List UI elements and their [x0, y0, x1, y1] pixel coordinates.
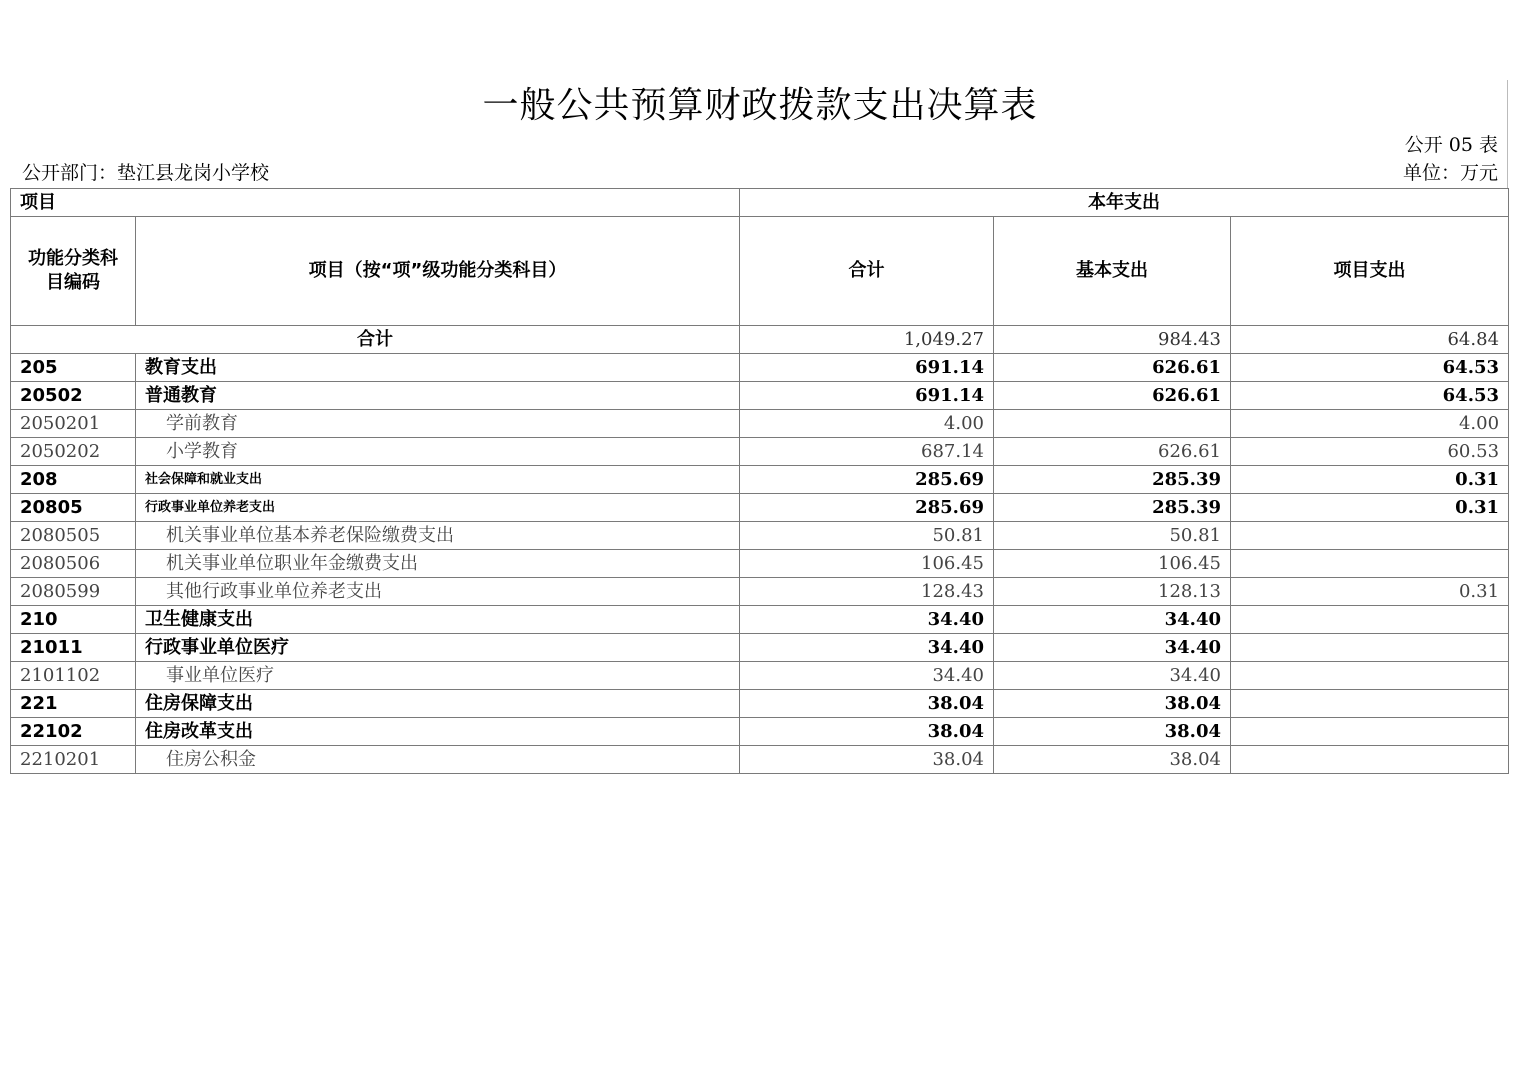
row-project: 64.53: [1231, 354, 1509, 382]
row-basic: [994, 410, 1231, 438]
row-basic: 285.39: [994, 494, 1231, 522]
row-name: 教育支出: [136, 354, 740, 382]
row-project: 64.53: [1231, 382, 1509, 410]
table-row: [11, 550, 1509, 578]
row-code: 20805: [11, 494, 136, 522]
unit-label: 单位：万元: [1402, 162, 1498, 184]
row-basic: 128.13: [994, 578, 1231, 606]
table-row: [11, 438, 1509, 466]
row-name: 卫生健康支出: [136, 606, 740, 634]
row-name: 其他行政事业单位养老支出: [136, 578, 740, 606]
row-total: 38.04: [740, 690, 994, 718]
header-code: 功能分类科目编码: [11, 217, 136, 326]
row-basic: 626.61: [994, 438, 1231, 466]
row-basic: 34.40: [994, 606, 1231, 634]
row-total: 38.04: [740, 718, 994, 746]
table-row: [11, 606, 1509, 634]
header-basic: 基本支出: [994, 217, 1231, 326]
row-code: 2080505: [11, 522, 136, 550]
table-row: [11, 522, 1509, 550]
row-project: [1231, 606, 1509, 634]
row-project: 0.31: [1231, 494, 1509, 522]
row-name: 学前教育: [136, 410, 740, 438]
department-label: 公开部门：垫江县龙岗小学校: [22, 162, 270, 184]
row-code: 21011: [11, 634, 136, 662]
header-row-1: [11, 189, 1509, 217]
row-code: 2050201: [11, 410, 136, 438]
row-name: 住房公积金: [136, 746, 740, 774]
total-project: 64.84: [1231, 326, 1509, 354]
row-code: 205: [11, 354, 136, 382]
row-total: 4.00: [740, 410, 994, 438]
table-row: [11, 634, 1509, 662]
row-total: 38.04: [740, 746, 994, 774]
row-name: 普通教育: [136, 382, 740, 410]
row-total: 285.69: [740, 466, 994, 494]
row-code: 208: [11, 466, 136, 494]
row-name: 住房改革支出: [136, 718, 740, 746]
row-code: 2050202: [11, 438, 136, 466]
table-row: [11, 410, 1509, 438]
row-project: [1231, 746, 1509, 774]
row-code: 20502: [11, 382, 136, 410]
row-code: 221: [11, 690, 136, 718]
header-current-year: 本年支出: [740, 189, 1509, 217]
table-row: [11, 466, 1509, 494]
row-name: 机关事业单位基本养老保险缴费支出: [136, 522, 740, 550]
row-total: 285.69: [740, 494, 994, 522]
table-row: [11, 382, 1509, 410]
row-name: 住房保障支出: [136, 690, 740, 718]
header-name: 项目（按“项”级功能分类科目）: [136, 217, 740, 326]
row-project: [1231, 718, 1509, 746]
header-row-2: [11, 217, 1509, 326]
row-basic: 626.61: [994, 382, 1231, 410]
table-row: [11, 494, 1509, 522]
row-total: 106.45: [740, 550, 994, 578]
table-row: [11, 578, 1509, 606]
row-code: 2101102: [11, 662, 136, 690]
row-basic: 38.04: [994, 746, 1231, 774]
row-total: 128.43: [740, 578, 994, 606]
row-basic: 106.45: [994, 550, 1231, 578]
row-project: 0.31: [1231, 466, 1509, 494]
row-total: 691.14: [740, 354, 994, 382]
page-title: 一般公共预算财政拨款支出决算表: [482, 85, 1038, 126]
row-project: [1231, 522, 1509, 550]
row-basic: 626.61: [994, 354, 1231, 382]
total-basic: 984.43: [994, 326, 1231, 354]
row-code: 22102: [11, 718, 136, 746]
row-total: 34.40: [740, 606, 994, 634]
table-row: [11, 354, 1509, 382]
row-code: 210: [11, 606, 136, 634]
row-name: 行政事业单位养老支出: [136, 494, 740, 522]
row-code: 2080599: [11, 578, 136, 606]
row-basic: 285.39: [994, 466, 1231, 494]
row-project: 60.53: [1231, 438, 1509, 466]
total-row: [11, 326, 1509, 354]
row-basic: 34.40: [994, 662, 1231, 690]
header-total: 合计: [740, 217, 994, 326]
row-total: 687.14: [740, 438, 994, 466]
header-project: 项目: [11, 189, 740, 217]
table-row: [11, 746, 1509, 774]
row-code: 2080506: [11, 550, 136, 578]
row-name: 小学教育: [136, 438, 740, 466]
row-total: 34.40: [740, 634, 994, 662]
row-total: 50.81: [740, 522, 994, 550]
row-basic: 34.40: [994, 634, 1231, 662]
row-project: [1231, 690, 1509, 718]
row-name: 社会保障和就业支出: [136, 466, 740, 494]
row-name: 机关事业单位职业年金缴费支出: [136, 550, 740, 578]
row-project: [1231, 550, 1509, 578]
total-label: 合计: [11, 326, 740, 354]
row-project: [1231, 662, 1509, 690]
header-project-expense: 项目支出: [1231, 217, 1509, 326]
row-project: 0.31: [1231, 578, 1509, 606]
row-project: 4.00: [1231, 410, 1509, 438]
row-code: 2210201: [11, 746, 136, 774]
table-row: [11, 690, 1509, 718]
table-row: [11, 718, 1509, 746]
row-basic: 38.04: [994, 690, 1231, 718]
row-total: 691.14: [740, 382, 994, 410]
total-total: 1,049.27: [740, 326, 994, 354]
row-total: 34.40: [740, 662, 994, 690]
row-project: [1231, 634, 1509, 662]
table-row: [11, 662, 1509, 690]
row-basic: 38.04: [994, 718, 1231, 746]
row-name: 行政事业单位医疗: [136, 634, 740, 662]
row-basic: 50.81: [994, 522, 1231, 550]
row-name: 事业单位医疗: [136, 662, 740, 690]
expenditure-table: [10, 188, 1509, 774]
table-number: 公开 05 表: [1404, 134, 1498, 156]
